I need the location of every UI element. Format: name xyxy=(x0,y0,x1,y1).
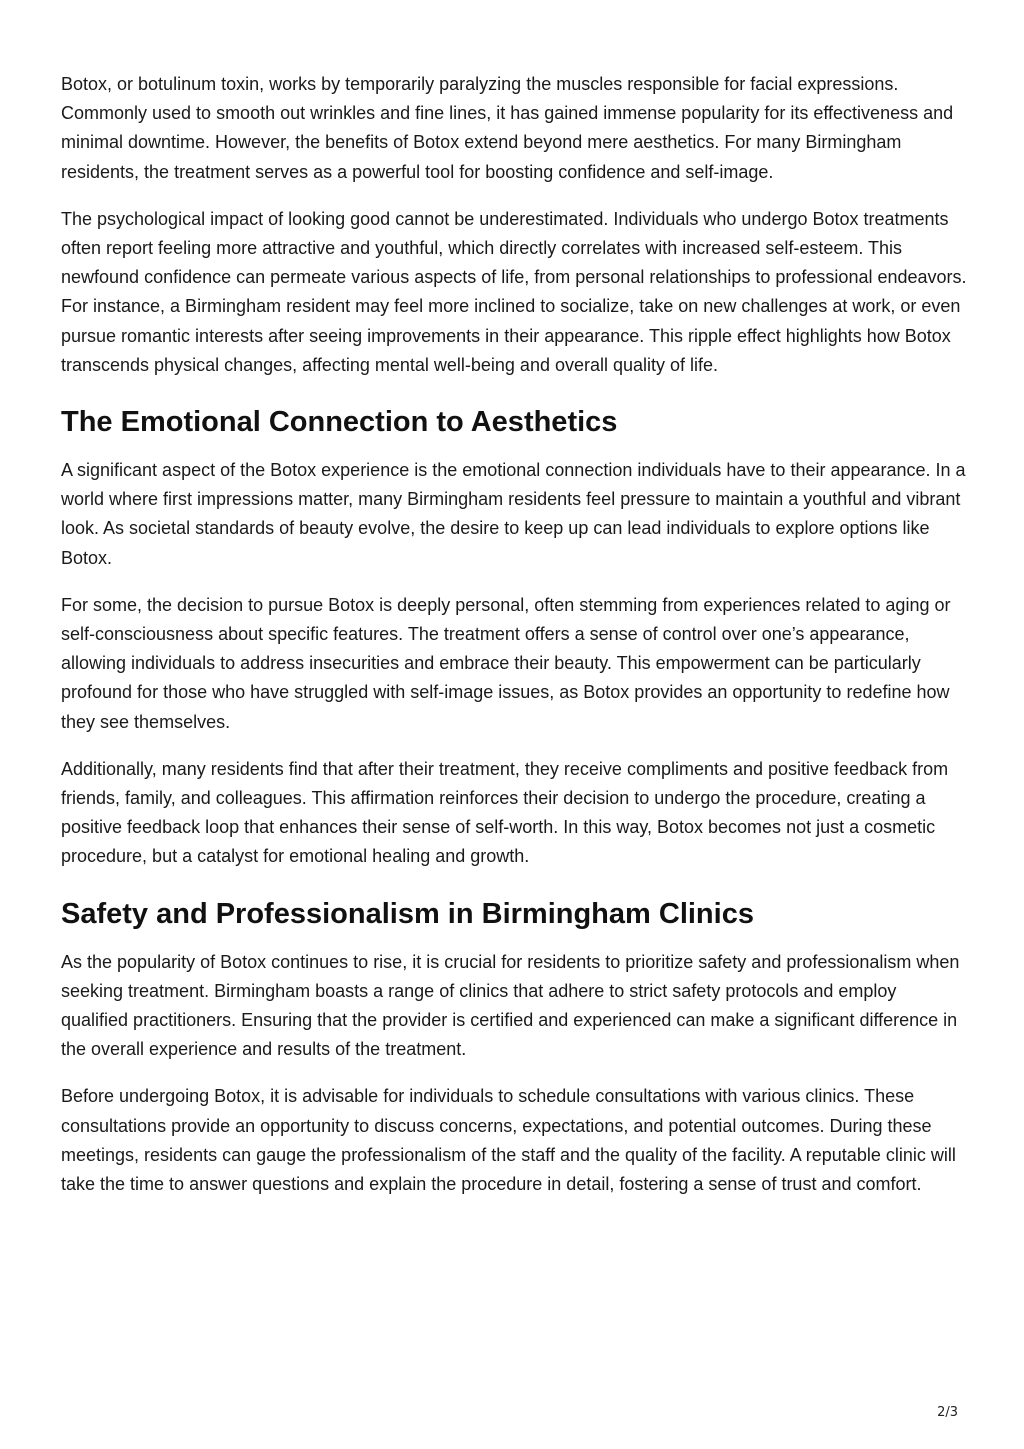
document-body xyxy=(61,70,967,1217)
paragraph: For some, the decision to pursue Botox is deeply personal, often stemming from experiences related to aging or self-consciousness about specific features. The treatment offers a sense of control over one’s appearance, allowing individuals to address insecurities and embrace their beauty. This empowerment can be particularly profound for those who have struggled with self-image issues, as Botox provides an opportunity to redefine how they see themselves. xyxy=(61,594,951,732)
page-number: 2/3 xyxy=(937,1405,958,1420)
paragraph: Before undergoing Botox, it is advisable for individuals to schedule consultations with various clinics. These consultations provide an opportunity to discuss concerns, expectations, and potential outcomes. During these meetings, residents can gauge the professionalism of the staff and the quality of the facility. A reputable clinic will take the time to answer questions and explain the procedure in detail, fostering a sense of trust and comfort. xyxy=(61,1086,956,1195)
paragraph: Botox, or botulinum toxin, works by temporarily paralyzing the muscles responsible for facial expressions. Commonly used to smooth out wrinkles and fine lines, it has gained immense popularity for its effectiveness and minimal downtime. However, the benefits of Botox extend beyond mere aesthetics. For many Birmingham residents, the treatment serves as a powerful tool for boosting confidence and self-image. xyxy=(61,74,954,182)
paragraph: The psychological impact of looking good cannot be underestimated. Individuals who undergo Botox treatments often report feeling more attractive and youthful, which directly correlates with increased self-esteem. This newfound confidence can permeate various aspects of life, from personal relationships to professional endeavors. For instance, a Birmingham resident may feel more inclined to socialize, take on new challenges at work, or even pursue romantic interests after seeing improvements in their appearance. This ripple effect highlights how Botox transcends physical changes, affecting mental well-being and overall quality of life. xyxy=(61,208,967,375)
paragraph: As the popularity of Botox continues to rise, it is crucial for residents to prioritize safety and professionalism when seeking treatment. Birmingham boasts a range of clinics that adhere to strict safety protocols and employ qualified practitioners. Ensuring that the provider is certified and experienced can make a significant difference in the overall experience and results of the treatment. xyxy=(61,951,960,1060)
paragraph: A significant aspect of the Botox experience is the emotional connection individuals have to their appearance. In a world where first impressions matter, many Birmingham residents feel pressure to maintain a youthful and vibrant look. As societal standards of beauty evolve, the desire to keep up can lead individuals to explore options like Botox. xyxy=(61,460,966,568)
section-heading: The Emotional Connection to Aesthetics xyxy=(61,406,618,439)
paragraph: Additionally, many residents find that after their treatment, they receive compliments and positive feedback from friends, family, and colleagues. This affirmation reinforces their decision to undergo the procedure, creating a positive feedback loop that enhances their sense of self-worth. In this way, Botox becomes not just a cosmetic procedure, but a catalyst for emotional healing and growth. xyxy=(61,758,949,867)
section-heading: Safety and Professionalism in Birmingham Clinics xyxy=(61,897,754,930)
